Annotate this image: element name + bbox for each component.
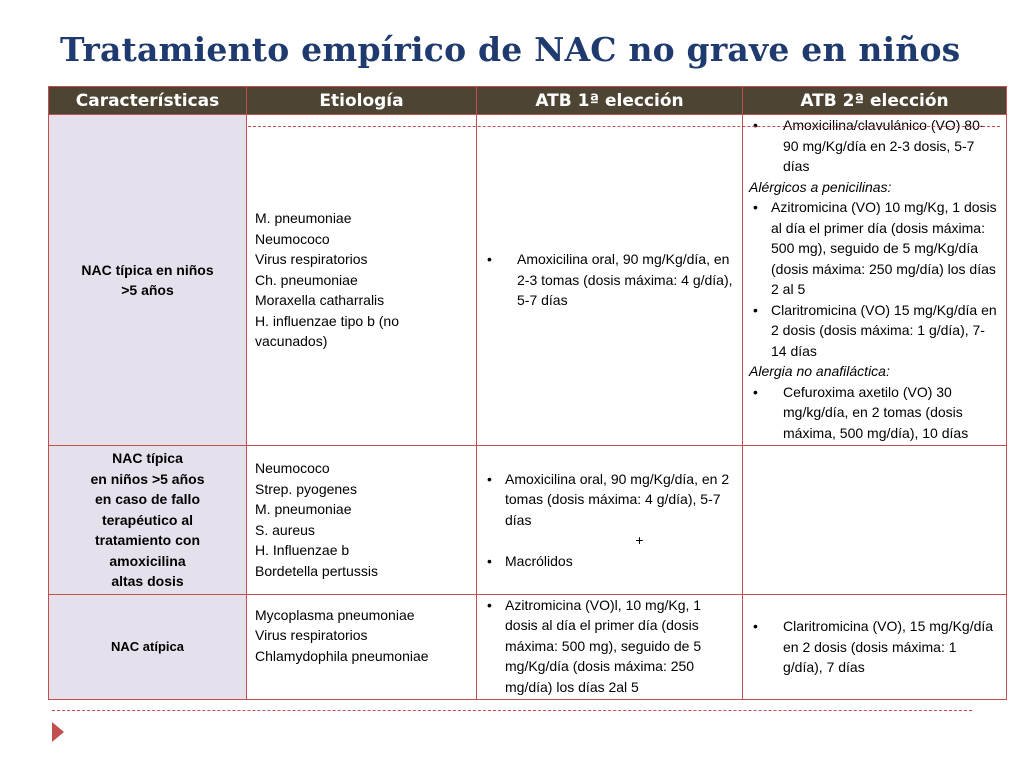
treatment-table (48, 86, 1007, 700)
atb1-list (483, 551, 736, 572)
atb2-item: • Azitromicina (VO) 10 mg/Kg, 1 dosis al día el primer día (dosis máxima: 500 mg), seguido de 5 mg/Kg/día (dosis máxima: 250 mg/día) los días 2 al 5 (749, 197, 1000, 300)
char-line: altas dosis (111, 573, 184, 589)
cell-etiologia (247, 115, 477, 446)
etiology-item: H. Influenzae b (255, 542, 350, 559)
char-line: en caso de fallo (94, 491, 201, 507)
etiology-item: M. pneumoniae (255, 210, 352, 227)
cell-atb2-empty (743, 446, 1007, 595)
plus-sign: + (635, 532, 644, 548)
atb1-item: • Macrólidos (483, 551, 736, 572)
char-line: amoxicilina (109, 552, 186, 569)
atb2-nonanaph-list (749, 382, 1000, 444)
etiology-item: Moraxella catharralis (255, 292, 385, 309)
cell-caracteristicas (49, 446, 247, 595)
etiology-item: M. pneumoniae (255, 501, 352, 518)
etiology-item: Bordetella pertussis (255, 562, 378, 579)
atb2-item: • Claritromicina (VO), 15 mg/Kg/día en 2 dosis (dosis máxima: 1 g/día), 7 días (749, 616, 1000, 678)
non-anaphylactic-heading: Alergia no anafiláctica: (749, 363, 890, 379)
footer-dashed-divider (52, 710, 972, 711)
etiology-item: S. aureus (255, 521, 315, 538)
etiology-item: Chlamydophila pneumoniae (255, 647, 429, 664)
etiology-item: Virus respiratorios (255, 251, 368, 268)
atb1-list (483, 249, 736, 311)
char-line: terapéutico al (101, 511, 194, 528)
header-dashed-divider (248, 126, 1000, 127)
table-header-row (49, 87, 1007, 115)
cell-etiologia (247, 594, 477, 700)
table-row (49, 446, 1007, 595)
column-header-atb2: ATB 2ª elección (743, 87, 1007, 115)
etiology-item: Neumococo (255, 460, 330, 477)
cell-caracteristicas (49, 594, 247, 700)
cell-atb1 (477, 594, 743, 700)
etiology-item: Ch. pneumoniae (255, 271, 358, 288)
cell-atb1 (477, 446, 743, 595)
cell-atb2 (743, 594, 1007, 700)
atb1-item: • Azitromicina (VO)l, 10 mg/Kg, 1 dosis al día el primer día (dosis máxima: 500 mg), seguido de 5 mg/Kg/día (dosis máxima: 250 mg/día) los días 2al 5 (483, 595, 736, 698)
atb1-list (483, 469, 736, 531)
atb2-allergy-list (749, 197, 1000, 361)
atb2-item: • Cefuroxima axetilo (VO) 30 mg/kg/día, en 2 tomas (dosis máxima, 500 mg/día), 10 días (749, 382, 1000, 444)
etiology-item: Virus respiratorios (255, 627, 368, 643)
triangle-marker-icon (52, 722, 64, 742)
cell-caracteristicas (49, 115, 247, 446)
atb2-item: • Claritromicina (VO) 15 mg/Kg/día en 2 dosis (dosis máxima: 1 g/día), 7-14 días (749, 300, 1000, 362)
column-header-etiologia: Etiología (247, 87, 477, 115)
etiology-item: H. influenzae tipo b (no (255, 312, 399, 329)
column-header-caracteristicas: Características (49, 87, 247, 115)
atb2-list (749, 616, 1000, 678)
allergy-heading: Alérgicos a penicilinas: (749, 178, 892, 195)
atb1-item: • Amoxicilina oral, 90 mg/Kg/día, en 2-3 tomas (dosis máxima: 4 g/día), 5-7 días (483, 249, 736, 311)
column-header-atb1: ATB 1ª elección (477, 87, 743, 115)
char-line: NAC típica (112, 450, 183, 466)
char-line: >5 años (121, 282, 174, 298)
slide-title: Tratamiento empírico de NAC no grave en niños (60, 30, 961, 69)
char-line: en niños >5 años (90, 470, 205, 487)
char-line: tratamiento con (94, 532, 200, 548)
etiology-item: Mycoplasma pneumoniae (255, 606, 415, 623)
etiology-item: Neumococo (255, 230, 330, 247)
table-row (49, 594, 1007, 700)
char-line: NAC atípica (111, 638, 184, 654)
atb2-item: • Amoxicilina/clavulánico (VO) 80-90 mg/Kg/día en 2-3 dosis, 5-7 días (749, 115, 1000, 177)
etiology-item: vacunados) (255, 333, 328, 350)
char-line: NAC típica en niños (81, 261, 214, 278)
atb1-item: • Amoxicilina oral, 90 mg/Kg/día, en 2 tomas (dosis máxima: 4 g/día), 5-7 días (483, 469, 736, 531)
cell-etiologia (247, 446, 477, 595)
table-row (49, 115, 1007, 446)
atb2-list (749, 115, 1000, 177)
etiology-item: Strep. pyogenes (255, 480, 357, 497)
atb1-list (483, 595, 736, 698)
cell-atb2 (743, 115, 1007, 446)
cell-atb1 (477, 115, 743, 446)
